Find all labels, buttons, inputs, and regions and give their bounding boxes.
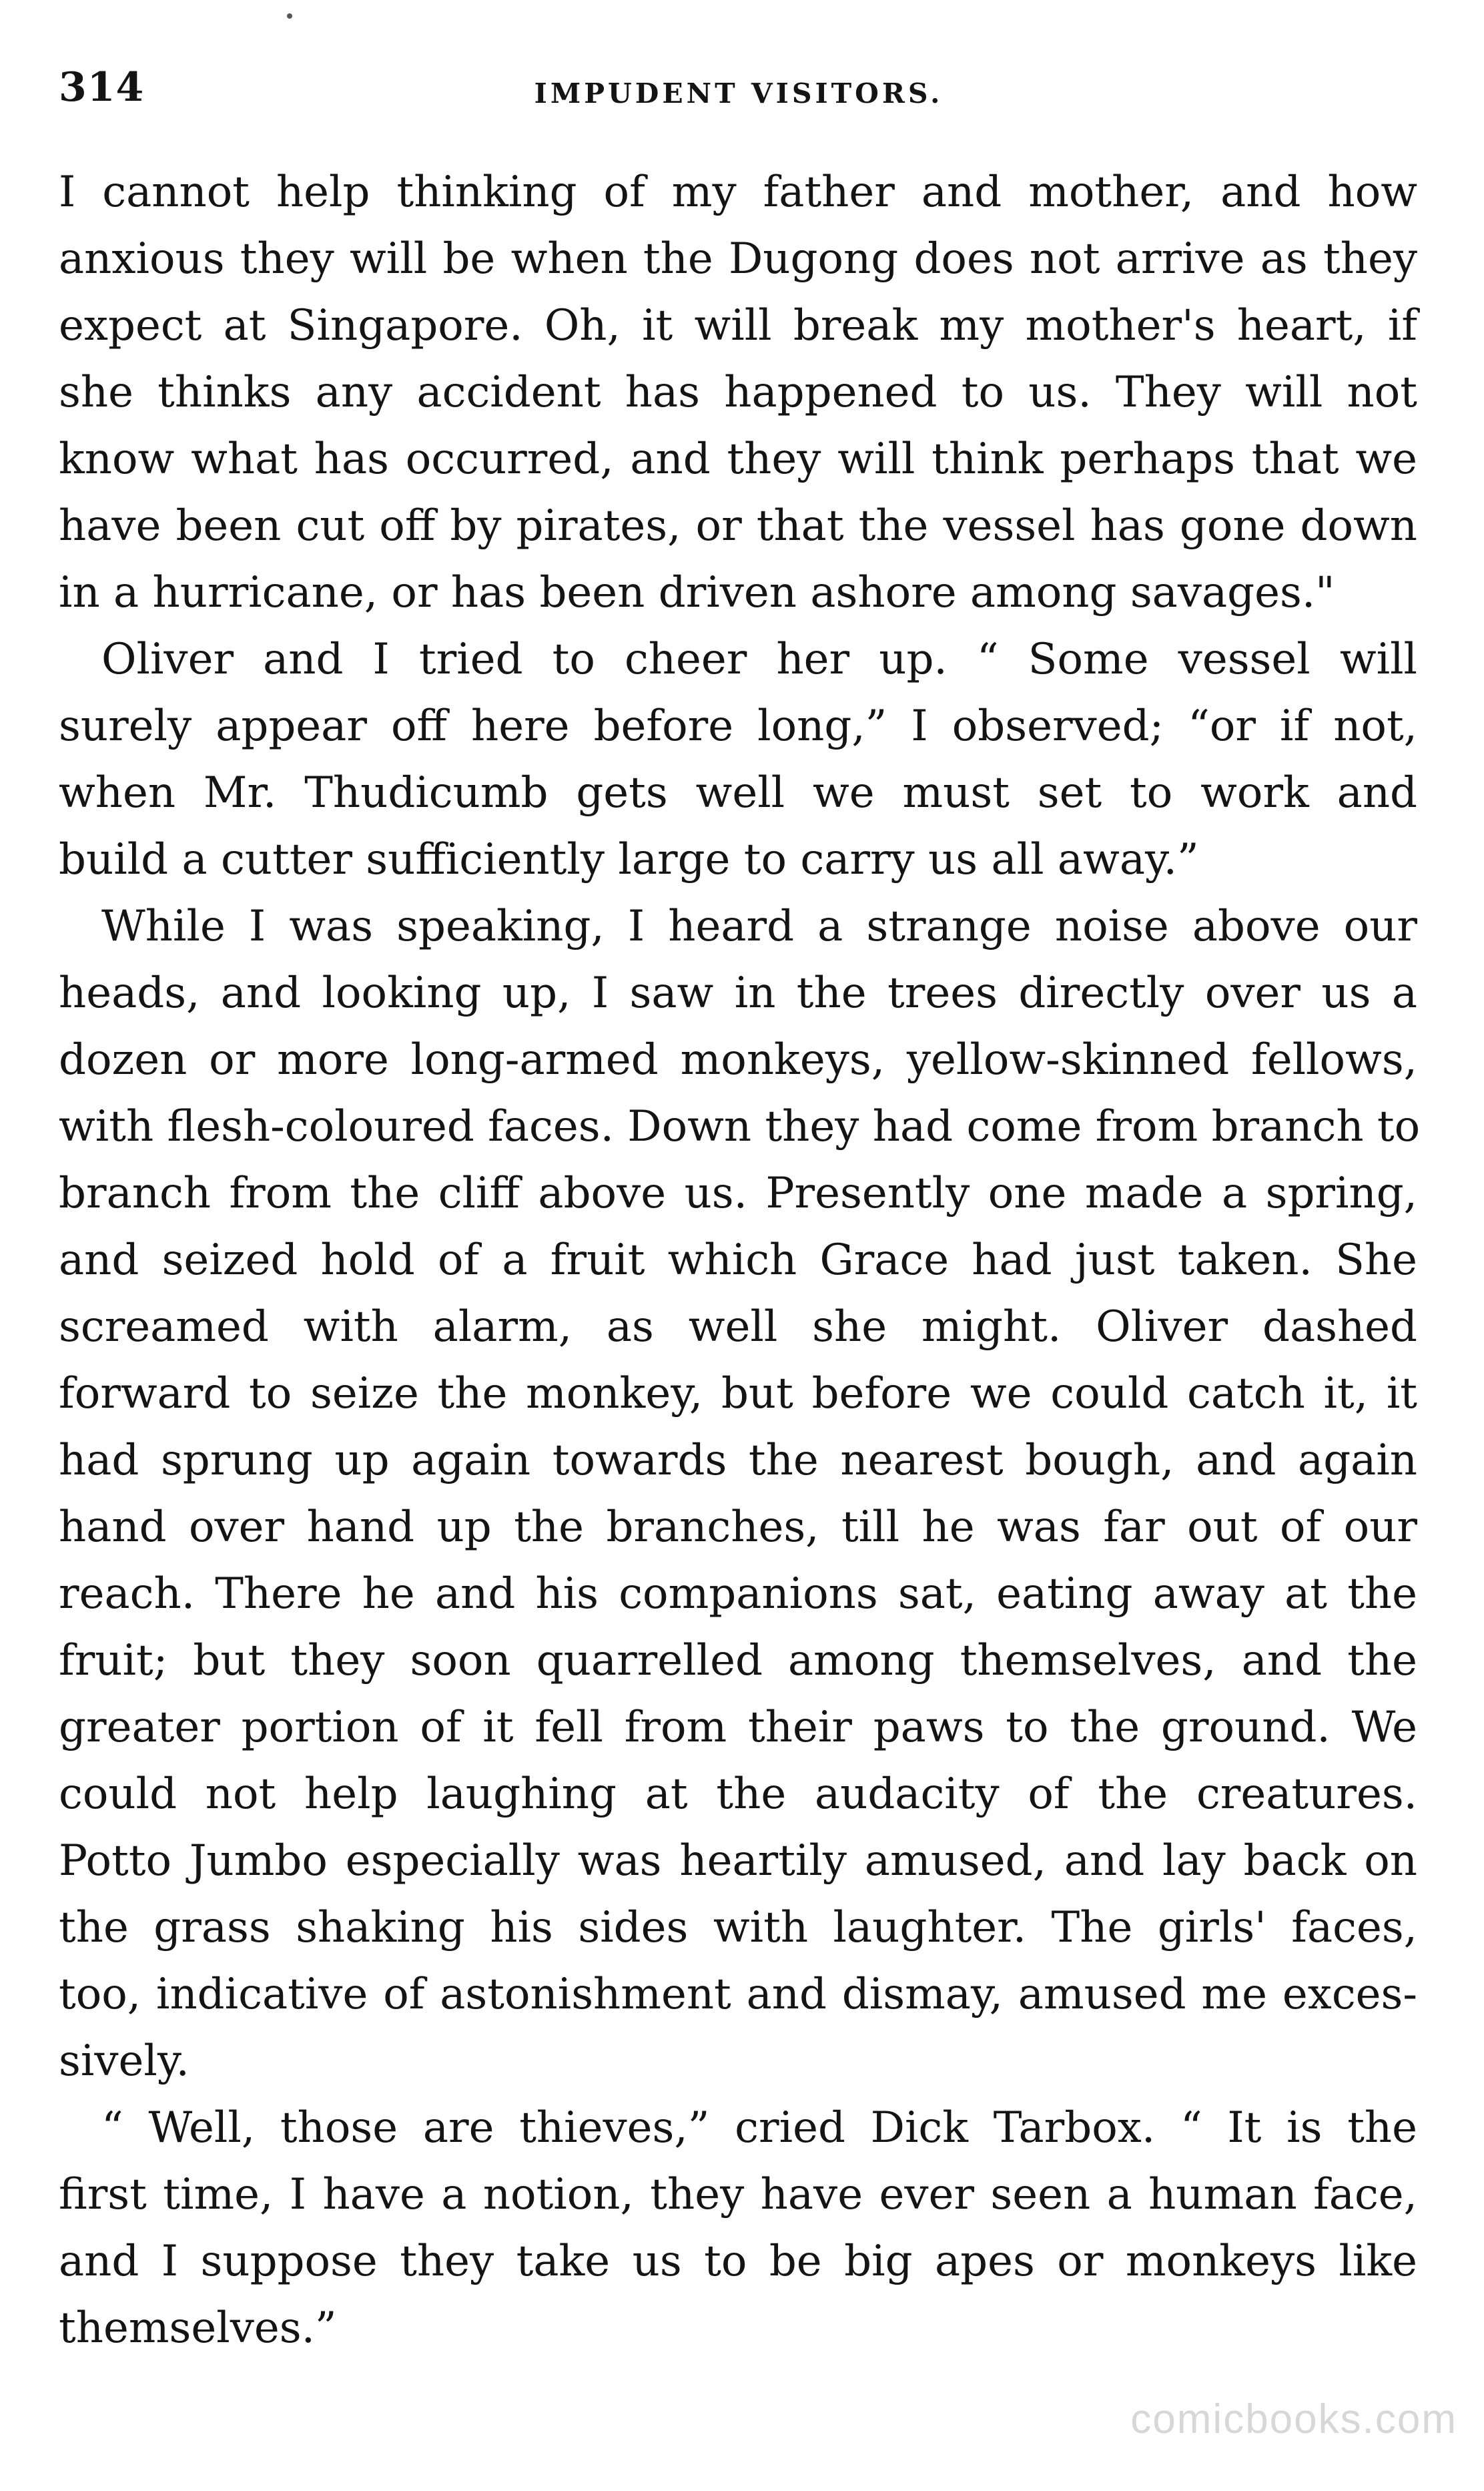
text-line: forward to seize the monkey, but before we could catch it, it bbox=[59, 1369, 1417, 1418]
text-line: first time, I have a notion, they have ever seen a human face, bbox=[59, 2170, 1417, 2219]
text-line: fruit; but they soon quarrelled among themselves, and the bbox=[59, 1636, 1417, 1685]
text-line: and seized hold of a fruit which Grace had just taken. She bbox=[59, 1235, 1417, 1285]
text-line: in a hurricane, or has been driven ashore among savages." bbox=[59, 568, 1335, 617]
ink-speck bbox=[287, 13, 292, 19]
page-body bbox=[59, 159, 1421, 2362]
page-number: 314 bbox=[59, 64, 145, 111]
text-line: screamed with alarm, as well she might. Oliver dashed bbox=[59, 1302, 1417, 1352]
text-line: Oliver and I tried to cheer her up. “ Some vessel will bbox=[101, 635, 1417, 684]
text-line: the grass shaking his sides with laughter. The girls' faces, bbox=[59, 1903, 1417, 1952]
text-line: know what has occurred, and they will think perhaps that we bbox=[59, 435, 1417, 484]
text-line: Potto Jumbo especially was heartily amused, and lay back on bbox=[59, 1836, 1417, 1886]
text-line: could not help laughing at the audacity of the creatures. bbox=[59, 1769, 1417, 1819]
text-line: branch from the cliff above us. Presently one made a spring, bbox=[59, 1169, 1417, 1218]
text-line: “ Well, those are thieves,” cried Dick Tarbox. “ It is the bbox=[101, 2103, 1417, 2153]
text-line: hand over hand up the branches, till he was far out of our bbox=[59, 1502, 1417, 1552]
paragraph-4 bbox=[59, 2095, 1417, 2362]
text-line: she thinks any accident has happened to us. They will not bbox=[59, 368, 1417, 417]
text-line: too, indicative of astonishment and dismay, amused me exces- bbox=[59, 1970, 1417, 2019]
text-line: themselves.” bbox=[59, 2303, 337, 2353]
text-line: While I was speaking, I heard a strange noise above our bbox=[101, 902, 1417, 951]
text-line: expect at Singapore. Oh, it will break my mother's heart, if bbox=[59, 301, 1417, 350]
text-line: surely appear off here before long,” I observed; “or if not, bbox=[59, 702, 1417, 751]
text-line: with flesh-coloured faces. Down they had come from branch to bbox=[59, 1102, 1421, 1151]
text-line: reach. There he and his companions sat, eating away at the bbox=[59, 1569, 1417, 1619]
text-line: have been cut off by pirates, or that the vessel has gone down bbox=[59, 501, 1417, 551]
text-line: sively. bbox=[59, 2036, 190, 2086]
paragraph-3 bbox=[59, 893, 1421, 2095]
text-line: I cannot help thinking of my father and mother, and how bbox=[59, 168, 1417, 217]
text-line: and I suppose they take us to be big apes or monkeys like bbox=[59, 2237, 1417, 2286]
text-line: when Mr. Thudicumb gets well we must set to work and bbox=[59, 768, 1417, 818]
running-title: IMPUDENT VISITORS. bbox=[534, 77, 944, 109]
page-header bbox=[55, 64, 1423, 124]
text-line: greater portion of it fell from their paws to the ground. We bbox=[59, 1703, 1417, 1752]
paragraph-2 bbox=[59, 626, 1417, 893]
text-line: anxious they will be when the Dugong does not arrive as they bbox=[59, 234, 1417, 284]
watermark: comicbooks.com bbox=[1130, 2396, 1457, 2442]
text-line: had sprung up again towards the nearest bough, and again bbox=[59, 1436, 1417, 1485]
paragraph-1 bbox=[59, 159, 1417, 626]
text-line: build a cutter sufficiently large to carry us all away.” bbox=[59, 835, 1199, 884]
text-line: heads, and looking up, I saw in the trees directly over us a bbox=[59, 968, 1417, 1018]
text-line: dozen or more long-armed monkeys, yellow-skinned fellows, bbox=[59, 1035, 1417, 1085]
